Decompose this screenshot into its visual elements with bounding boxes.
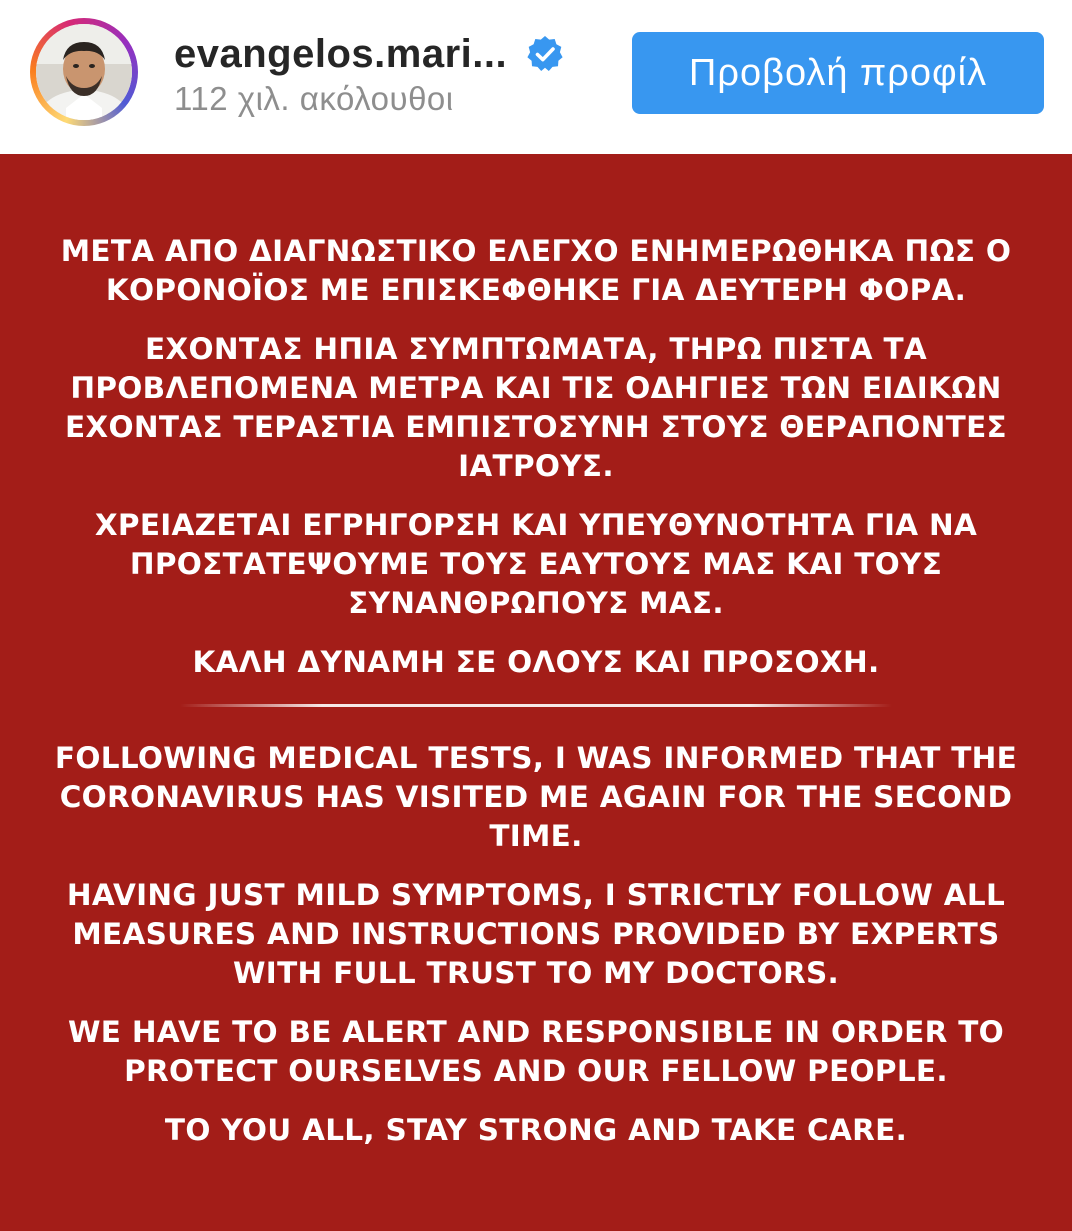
story-ring[interactable] xyxy=(30,18,138,126)
english-paragraph-4: TO YOU ALL, STAY STRONG AND TAKE CARE. xyxy=(164,1113,908,1147)
avatar-photo-icon xyxy=(36,24,132,120)
post-header xyxy=(0,0,1072,154)
username-row xyxy=(174,28,565,80)
english-paragraph-2: HAVING JUST MILD SYMPTOMS, I STRICTLY FOLLOW ALL MEASURES AND INSTRUCTIONS PROVIDED BY EXPERTS WITH FULL TRUST TO MY DOCTORS. xyxy=(66,878,1006,990)
english-paragraph-3: WE HAVE TO BE ALERT AND RESPONSIBLE IN ORDER TO PROTECT OURSELVES AND OUR FELLOW PEOPLE. xyxy=(67,1015,1005,1088)
username-link[interactable]: evangelos.mari... xyxy=(174,31,508,76)
english-paragraph-1: FOLLOWING MEDICAL TESTS, I WAS INFORMED THAT THE CORONAVIRUS HAS VISITED ME AGAIN FOR THE SECOND TIME. xyxy=(54,741,1018,853)
verified-badge-icon xyxy=(525,34,565,74)
post-image xyxy=(0,154,1072,1231)
avatar[interactable] xyxy=(36,24,132,120)
greek-paragraph-1: ΜΕΤΑ ΑΠΟ ΔΙΑΓΝΩΣΤΙΚΟ ΕΛΕΓΧΟ ΕΝΗΜΕΡΩΘΗΚΑ ΠΩΣ Ο ΚΟΡΟΝΟΪΟΣ ΜΕ ΕΠΙΣΚΕΦΘΗΚΕ ΓΙΑ ΔΕΥΤΕΡΗ ΦΟΡΑ. xyxy=(60,234,1012,307)
language-divider xyxy=(180,704,892,707)
greek-paragraph-4: ΚΑΛΗ ΔΥΝΑΜΗ ΣΕ ΟΛΟΥΣ ΚΑΙ ΠΡΟΣΟΧΗ. xyxy=(192,645,880,679)
view-profile-button[interactable]: Προβολή προφίλ xyxy=(632,32,1044,114)
followers-count: 112 χιλ. ακόλουθοι xyxy=(174,80,454,117)
greek-paragraph-2: ΕΧΟΝΤΑΣ ΗΠΙΑ ΣΥΜΠΤΩΜΑΤΑ, ΤΗΡΩ ΠΙΣΤΑ ΤΑ ΠΡΟΒΛΕΠΟΜΕΝΑ ΜΕΤΡΑ ΚΑΙ ΤΙΣ ΟΔΗΓΙΕΣ ΤΩΝ ΕΙΔΙΚΩΝ ΕΧΟΝΤΑΣ ΤΕΡΑΣΤΙΑ ΕΜΠΙΣΤΟΣΥΝΗ ΣΤΟΥΣ ΘΕΡΑΠΟΝΤΕΣ ΙΑΤΡΟΥΣ. xyxy=(64,332,1007,483)
greek-paragraph-3: ΧΡΕΙΑΖΕΤΑΙ ΕΓΡΗΓΟΡΣΗ ΚΑΙ ΥΠΕΥΘΥΝΟΤΗΤΑ ΓΙΑ ΝΑ ΠΡΟΣΤΑΤΕΨΟΥΜΕ ΤΟΥΣ ΕΑΥΤΟΥΣ ΜΑΣ ΚΑΙ ΤΟΥΣ ΣΥΝΑΝΘΡΩΠΟΥΣ ΜΑΣ. xyxy=(94,508,978,620)
announcement-text xyxy=(40,232,1032,1170)
